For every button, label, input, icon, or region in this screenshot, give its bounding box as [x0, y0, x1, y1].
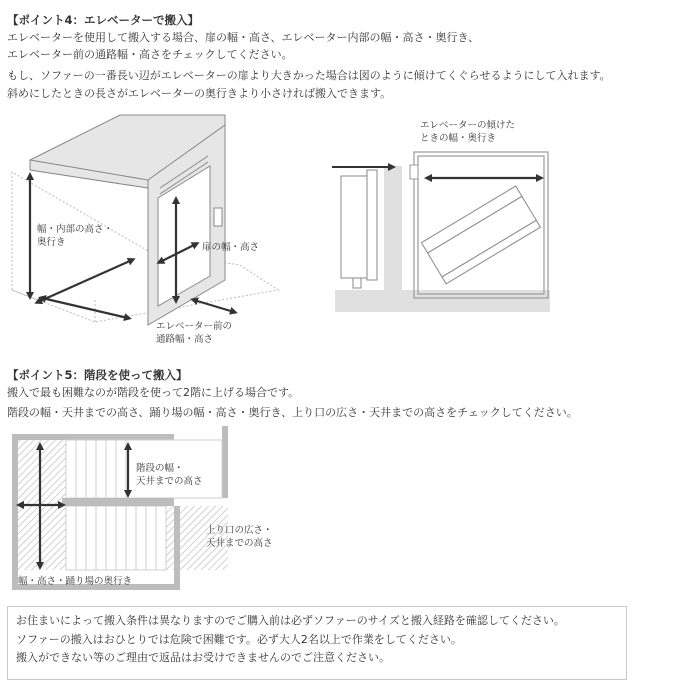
- section5-line-1: 搬入で最も困難なのが階段を使って2階に上げる場合です。: [7, 386, 300, 399]
- label-door: 扉の幅・高さ: [202, 242, 260, 253]
- label-inner-1: 幅・内部の高さ・: [37, 224, 114, 235]
- section5-heading: 【ポイント5：階段を使って搬入】: [7, 368, 188, 382]
- section4-line-2: エレベーター前の通路幅・高さをチェックしてください。: [7, 48, 293, 61]
- section4-line-3: もし、ソファーの一番長い辺がエレベーターの扉より大きかった場合は図のように傾けてくぐらせるようにして入れます。: [7, 69, 611, 82]
- label-entrance-1: 上り口の広さ・: [206, 525, 273, 536]
- label-entrance-2: 天井までの高さ: [206, 538, 273, 549]
- section4-line-1: エレベーターを使用して搬入する場合、扉の幅・高さ、エレベーター内部の幅・高さ・奥行き、: [7, 31, 480, 44]
- label-stairs-2: 天井までの高さ: [136, 476, 203, 487]
- section4-line-4: 斜めにしたときの長さがエレベーターの奥行きより小さければ搬入できます。: [7, 87, 392, 100]
- notice-box: [7, 606, 627, 680]
- label-tilt-1: エレベーターの傾けた: [420, 120, 516, 131]
- notice-line-3: 搬入ができない等のご理由で返品はお受けできませんのでご注意ください。: [16, 651, 390, 664]
- label-stairs-1: 階段の幅・: [136, 463, 184, 474]
- section5-line-2: 階段の幅・天井までの高さ、踊り場の幅・高さ・奥行き、上り口の広さ・天井までの高さをチェックしてください。: [7, 406, 578, 419]
- label-corridor-1: エレベーター前の: [156, 321, 233, 332]
- notice-line-1: お住まいによって搬入条件は異なりますのでご購入前は必ずソファーのサイズと搬入経路を確認してください。: [16, 614, 565, 627]
- label-inner-2: 奥行き: [37, 237, 66, 248]
- notice-line-2: ソファーの搬入はおひとりでは危険で困難です。必ず大人2名以上で作業をしてください。: [16, 632, 462, 646]
- section4-heading: 【ポイント4：エレベーターで搬入】: [7, 13, 199, 27]
- label-landing: 幅・高さ・踊り場の奥行き: [18, 576, 133, 587]
- label-corridor-2: 通路幅・高さ: [156, 334, 214, 345]
- label-tilt-2: ときの幅・奥行き: [420, 133, 497, 144]
